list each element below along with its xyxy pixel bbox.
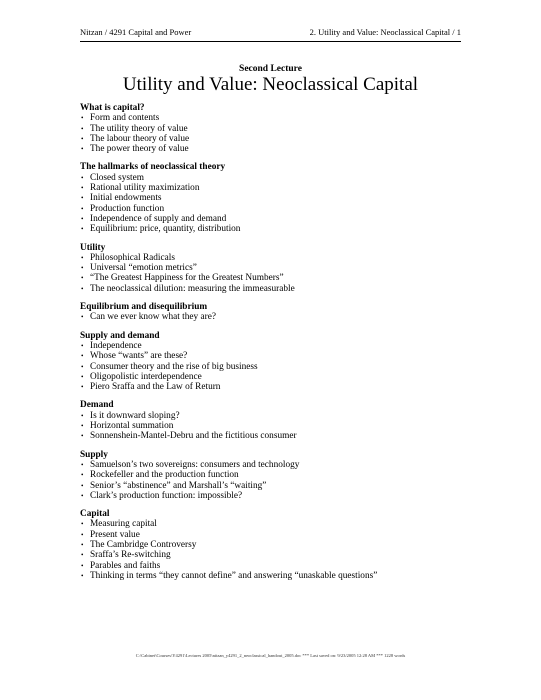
section-supply-and-demand [80, 331, 461, 393]
list-item: • The labour theory of value [80, 134, 461, 144]
list-item: • Closed system [80, 173, 461, 183]
document-body [80, 103, 461, 589]
section-heading: Capital [80, 509, 110, 520]
lecture-number: Second Lecture [239, 64, 302, 74]
list-item: • Piero Sraffa and the Law of Return [80, 382, 461, 392]
document-title: Utility and Value: Neoclassical Capital [122, 74, 419, 95]
list-item: • Is it downward sloping? [80, 411, 461, 421]
section-equilibrium [80, 302, 461, 323]
section-heading: Utility [80, 242, 106, 253]
list-item: • The Cambridge Controversy [80, 540, 461, 550]
list-item: • Clark’s production function: impossible? [80, 491, 461, 501]
list-item: • Independence [80, 341, 461, 351]
bullet-list [80, 113, 461, 154]
section-supply [80, 450, 461, 501]
list-item: • Consumer theory and the rise of big business [80, 362, 461, 372]
bullet-list [80, 519, 461, 581]
list-item: • “The Greatest Happiness for the Greatest Numbers” [80, 273, 461, 283]
list-item: • Rational utility maximization [80, 183, 461, 193]
list-item: • Sonnenshein-Mantel-Debru and the fictitious consumer [80, 431, 461, 441]
bullet-list [80, 173, 461, 235]
bullet-list [80, 253, 461, 294]
section-heading: What is capital? [80, 103, 145, 113]
bullet-list [80, 411, 461, 442]
list-item: • Rockefeller and the production function [80, 470, 461, 480]
list-item: • Parables and faiths [80, 561, 461, 571]
section-capital [80, 509, 461, 581]
bullet-list [80, 312, 461, 322]
list-item: • Sraffa’s Re-switching [80, 550, 461, 560]
list-item: • Can we ever know what they are? [80, 312, 461, 322]
section-heading: Supply and demand [80, 330, 160, 341]
section-heading: The hallmarks of neoclassical theory [80, 162, 226, 173]
list-item: • Horizontal summation [80, 421, 461, 431]
header-right: 2. Utility and Value: Neoclassical Capital / 1 [309, 27, 461, 37]
list-item: • Oligopolistic interdependence [80, 372, 461, 382]
list-item: • Thinking in terms “they cannot define” and answering “unaskable questions” [80, 571, 461, 581]
section-what-is-capital [80, 103, 461, 154]
section-demand [80, 400, 461, 441]
list-item: • Philosophical Radicals [80, 253, 461, 263]
list-item: • The utility theory of value [80, 124, 461, 134]
section-heading: Equilibrium and disequilibrium [80, 302, 208, 313]
list-item: • The power theory of value [80, 144, 461, 154]
list-item: • Senior’s “abstinence” and Marshall’s “waiting” [80, 481, 461, 491]
list-item: • The neoclassical dilution: measuring the immeasurable [80, 284, 461, 294]
list-item: • Whose “wants” are these? [80, 351, 461, 361]
list-item: • Production function [80, 204, 461, 214]
list-item: • Samuelson’s two sovereigns: consumers and technology [80, 460, 461, 470]
page-header [80, 27, 461, 42]
section-utility [80, 243, 461, 294]
section-heading: Demand [80, 400, 114, 411]
page-footer: C:\Cabinet\Courses\Y4291\Lectures 2005\nitzan_y4291_2_neoclassical_handout_2005.doc *** Last saved on: 9/23/2005 12:28 AM *** 1228 words [135, 653, 406, 658]
bullet-list [80, 341, 461, 392]
list-item: • Equilibrium: price, quantity, distribution [80, 224, 461, 234]
list-item: • Initial endowments [80, 193, 461, 203]
list-item: • Measuring capital [80, 519, 461, 529]
section-heading: Supply [80, 449, 108, 460]
list-item: • Present value [80, 530, 461, 540]
list-item: • Universal “emotion metrics” [80, 263, 461, 273]
list-item: • Form and contents [80, 113, 461, 123]
header-left: Nitzan / 4291 Capital and Power [80, 27, 192, 37]
bullet-list [80, 460, 461, 501]
section-hallmarks [80, 162, 461, 234]
list-item: • Independence of supply and demand [80, 214, 461, 224]
